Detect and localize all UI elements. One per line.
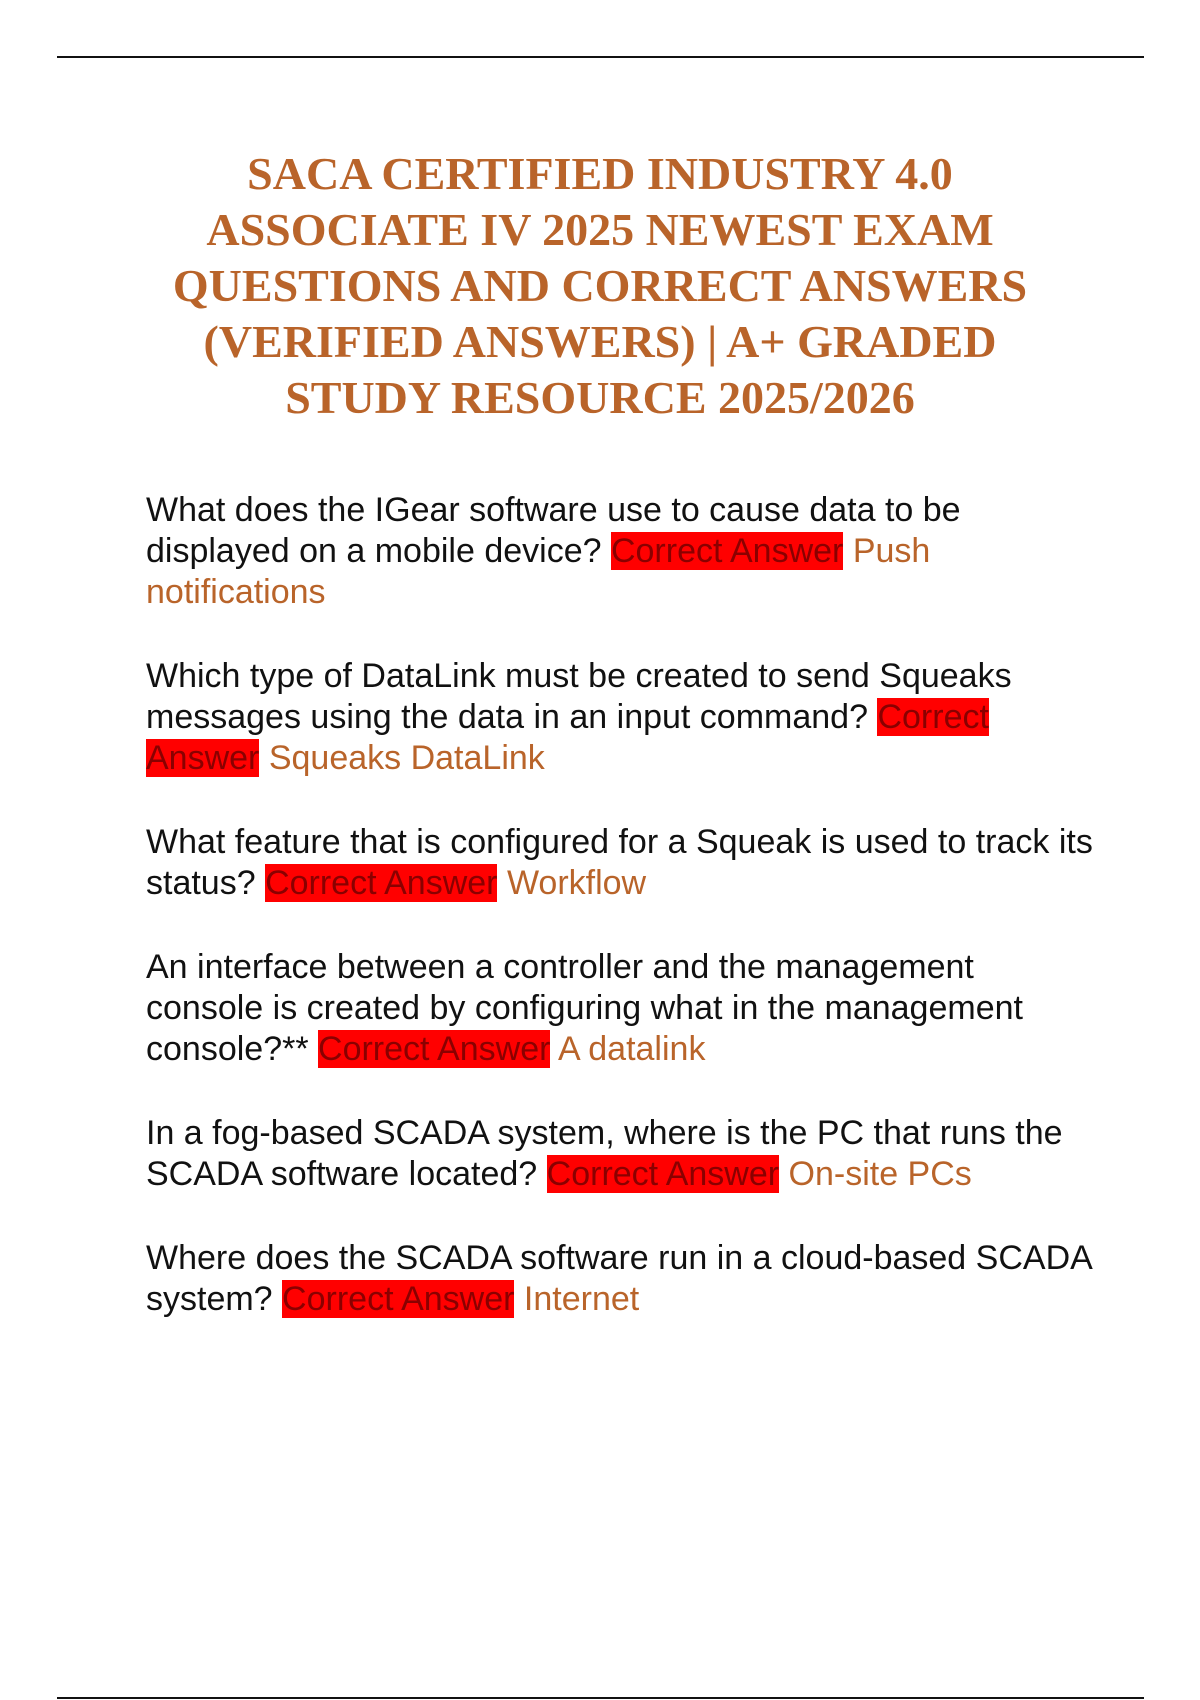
title-line: STUDY RESOURCE 2025/2026 [285, 372, 915, 423]
correct-answer-label: Correct Answer [282, 1280, 515, 1318]
qa-item [146, 490, 1096, 613]
question-text: An interface between a controller and the management console is created by configuring what in the management console?** [146, 948, 1023, 1068]
title-line: SACA CERTIFIED INDUSTRY 4.0 [247, 148, 953, 199]
correct-answer-label: Correct Answer [610, 532, 844, 570]
correct-answer-label: Correct Answer [265, 864, 498, 902]
title-line: ASSOCIATE IV 2025 NEWEST EXAM [206, 204, 994, 255]
document-title [100, 146, 1100, 426]
question-text: Which type of DataLink must be created to send Squeaks messages using the data in an input command? [146, 657, 1012, 736]
correct-answer-label: Correct Answer [318, 1030, 551, 1068]
question-text: In a fog-based SCADA system, where is the PC that runs the SCADA software located? [146, 1114, 1063, 1193]
question-answer-list [146, 490, 1096, 1363]
answer-text: On-site PCs [788, 1155, 972, 1193]
correct-answer-label: Correct Answer [546, 1155, 780, 1193]
answer-text: Push notifications [146, 532, 931, 611]
qa-item [146, 947, 1096, 1070]
qa-item [146, 1238, 1096, 1320]
title-line: (VERIFIED ANSWERS) | A+ GRADED [203, 316, 997, 367]
answer-text: A datalink [558, 1030, 706, 1068]
correct-answer-label: Correct Answer [146, 698, 989, 777]
answer-text: Squeaks DataLink [268, 739, 545, 777]
title-line: QUESTIONS AND CORRECT ANSWERS [172, 260, 1028, 311]
top-rule [57, 56, 1144, 58]
question-text: Where does the SCADA software run in a cloud-based SCADA system? [146, 1239, 1091, 1318]
answer-text: Workflow [506, 864, 647, 902]
qa-item [146, 1113, 1096, 1195]
answer-text: Internet [523, 1280, 640, 1318]
question-text: What feature that is configured for a Squeak is used to track its status? [146, 823, 1093, 902]
question-text: What does the IGear software use to cause data to be displayed on a mobile device? [146, 491, 961, 570]
qa-item [146, 822, 1096, 904]
qa-item [146, 656, 1096, 779]
bottom-rule [57, 1697, 1144, 1699]
